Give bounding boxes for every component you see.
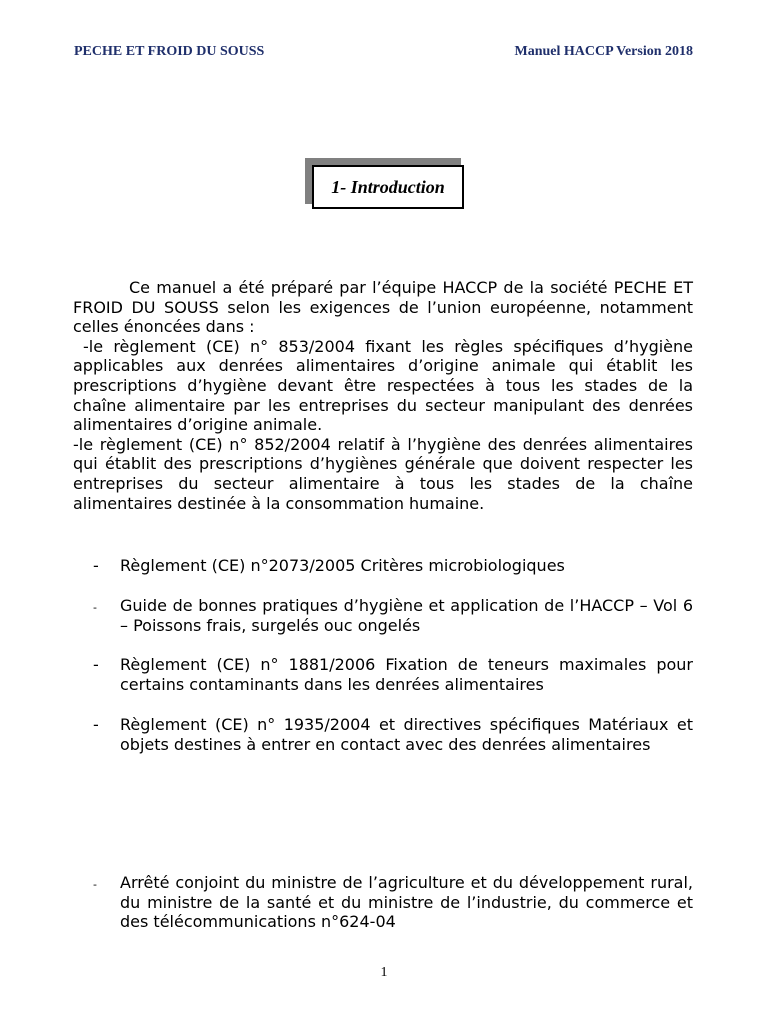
bullet-mark: -	[93, 715, 99, 734]
list-item-text: Règlement (CE) n° 1935/2004 et directives spécifiques Matériaux et objets destines à entrer en contact avec des denrées alimentaires	[120, 715, 693, 754]
section-title: 1- Introduction	[312, 165, 464, 209]
bullet-mark: -	[93, 601, 97, 614]
intro-body	[73, 278, 693, 513]
page-number: 1	[380, 965, 388, 980]
list-item-text: Guide de bonnes pratiques d’hygiène et application de l’HACCP – Vol 6 – Poissons frais, surgelés ouc ongelés	[120, 596, 693, 635]
list-item	[93, 556, 693, 576]
list-item-text: Arrêté conjoint du ministre de l’agriculture et du développement rural, du ministre de la santé et du ministre de l’industrie, du commerce et des télécommunications n°624-04	[120, 873, 693, 932]
list-item-text: Règlement (CE) n° 1881/2006 Fixation de teneurs maximales pour certains contaminants dans les denrées alimentaires	[120, 655, 693, 694]
header-manual-version: Manuel HACCP Version 2018	[514, 44, 693, 59]
bullet-mark: -	[93, 878, 97, 891]
list-item-text: Règlement (CE) n°2073/2005 Critères microbiologiques	[120, 556, 565, 575]
header-company-name: PECHE ET FROID DU SOUSS	[74, 44, 265, 59]
bullet-mark: -	[93, 556, 99, 575]
section-title-box	[305, 158, 468, 214]
list-item	[93, 596, 693, 635]
intro-paragraph: Ce manuel a été préparé par l’équipe HACCP de la société PECHE ET FROID DU SOUSS selon les exigences de l’union européenne, notamment celles énoncées dans :	[73, 278, 693, 337]
regulation-852-paragraph: -le règlement (CE) n° 852/2004 relatif à l’hygiène des denrées alimentaires qui établit des prescriptions d’hygiènes générale que doivent respecter les entreprises du secteur alimentaire à tous les stades de la chaîne alimentaires destinée à la consommation humaine.	[73, 434, 693, 513]
list-item	[93, 873, 693, 932]
list-item	[93, 715, 693, 754]
regulation-853-paragraph: -le règlement (CE) n° 853/2004 fixant les règles spécifiques d’hygiène applicables aux denrées alimentaires d’origine animale qui établit les prescriptions d’hygiène devant être respectées à tous les stades de la chaîne alimentaire par les entreprises du secteur manipulant des denrées alimentaires d’origine animale.	[73, 336, 693, 435]
list-item	[93, 655, 693, 694]
bullet-mark: -	[93, 655, 99, 674]
